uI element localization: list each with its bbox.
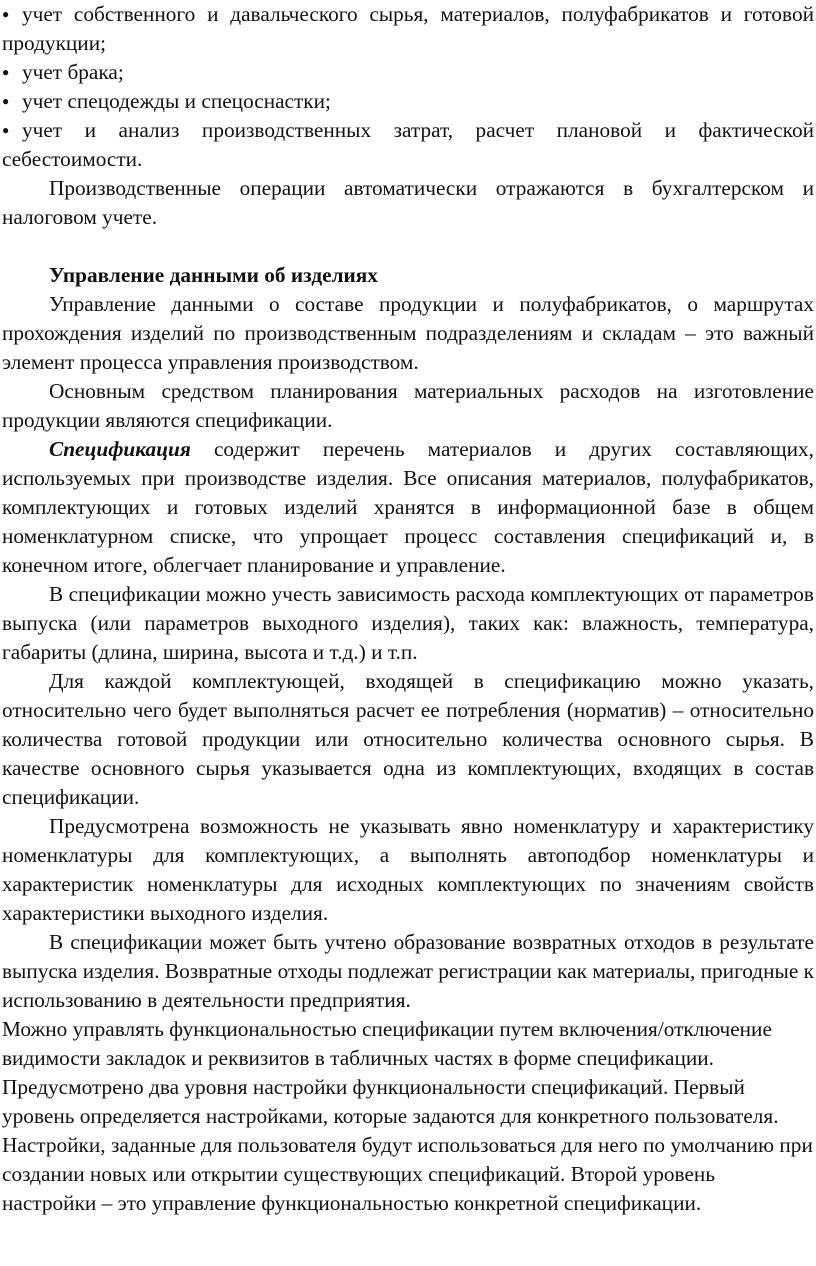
paragraph-specification-text: содержит перечень материалов и других составляющих, используемых при производстве изделия. Все описания материалов, полуфабрикатов, комплектующих и готовых изделий хранятся в информационной базе в общем номенклатурном списке, что упрощает процесс составления спецификаций и, в конечном итоге, облегчает планирование и управление. [2, 437, 814, 577]
intro-paragraph: Производственные операции автоматически отражаются в бухгалтерском и налоговом учете. [2, 176, 814, 229]
list-item [2, 116, 814, 174]
paragraph-planning: Основным средством планирования материальных расходов на изготовление продукции являются спецификации. [2, 379, 814, 432]
bullet-icon: ● [2, 7, 10, 21]
paragraph-autoselect: Предусмотрена возможность не указывать явно номенклатуру и характеристику номенклатуры для комплектующих, а выполнять автоподбор номенклатуры и характеристик номенклатуры для исходных комплектующих по значениям свойств характеристики выходного изделия. [2, 814, 814, 925]
section-heading: Управление данными об изделиях [49, 263, 378, 287]
term-specification: Спецификация [49, 437, 191, 461]
paragraph-waste: В спецификации может быть учтено образование возвратных отходов в результате выпуска изделия. Возвратные отходы подлежат регистрации как материалы, пригодные к использованию в деятельности предприятия. [2, 930, 814, 1012]
bullet-icon: ● [2, 123, 10, 137]
list-item-text: учет спецодежды и спецоснастки; [22, 89, 331, 113]
list-item [2, 87, 814, 116]
list-item-text: учет и анализ производственных затрат, расчет плановой и фактической себестоимости. [2, 118, 814, 171]
list-item-text: учет брака; [22, 60, 124, 84]
paragraph-product-data: Управление данными о составе продукции и полуфабрикатов, о маршрутах прохождения изделий по производственным подразделениям и складам – это важный элемент процесса управления производством. [2, 292, 814, 374]
paragraph-dependency: В спецификации можно учесть зависимость расхода комплектующих от параметров выпуска (или параметров выходного изделия), таких как: влажность, температура, габариты (длина, ширина, высота и т.д.) и т.п. [2, 582, 814, 664]
bullet-icon: ● [2, 65, 10, 79]
list-item [2, 58, 814, 87]
paragraph-settings: Можно управлять функциональностью спецификации путем включения/отключение видимости закладок и реквизитов в табличных частях в форме спецификации. Предусмотрено два уровня настройки функциональности спецификаций. Первый уровень определяется настройками, которые задаются для конкретного пользователя. Настройки, заданные для пользователя будут использоваться для него по умолчанию при создании новых или открытии существующих спецификаций. Второй уровень настройки – это управление функциональностью конкретной спецификации. [2, 1017, 813, 1215]
spacer [2, 232, 814, 261]
paragraph-norm: Для каждой комплектующей, входящей в спецификацию можно указать, относительно чего будет выполняться расчет ее потребления (норматив) – относительно количества готовой продукции или относительно количества основного сырья. В качестве основного сырья указывается одна из комплектующих, входящих в состав спецификации. [2, 669, 814, 809]
list-item-text: учет собственного и давальческого сырья, материалов, полуфабрикатов и готовой продукции; [2, 2, 814, 55]
bullet-icon: ● [2, 94, 10, 108]
list-item [2, 0, 814, 58]
paragraph-specification [2, 435, 814, 580]
